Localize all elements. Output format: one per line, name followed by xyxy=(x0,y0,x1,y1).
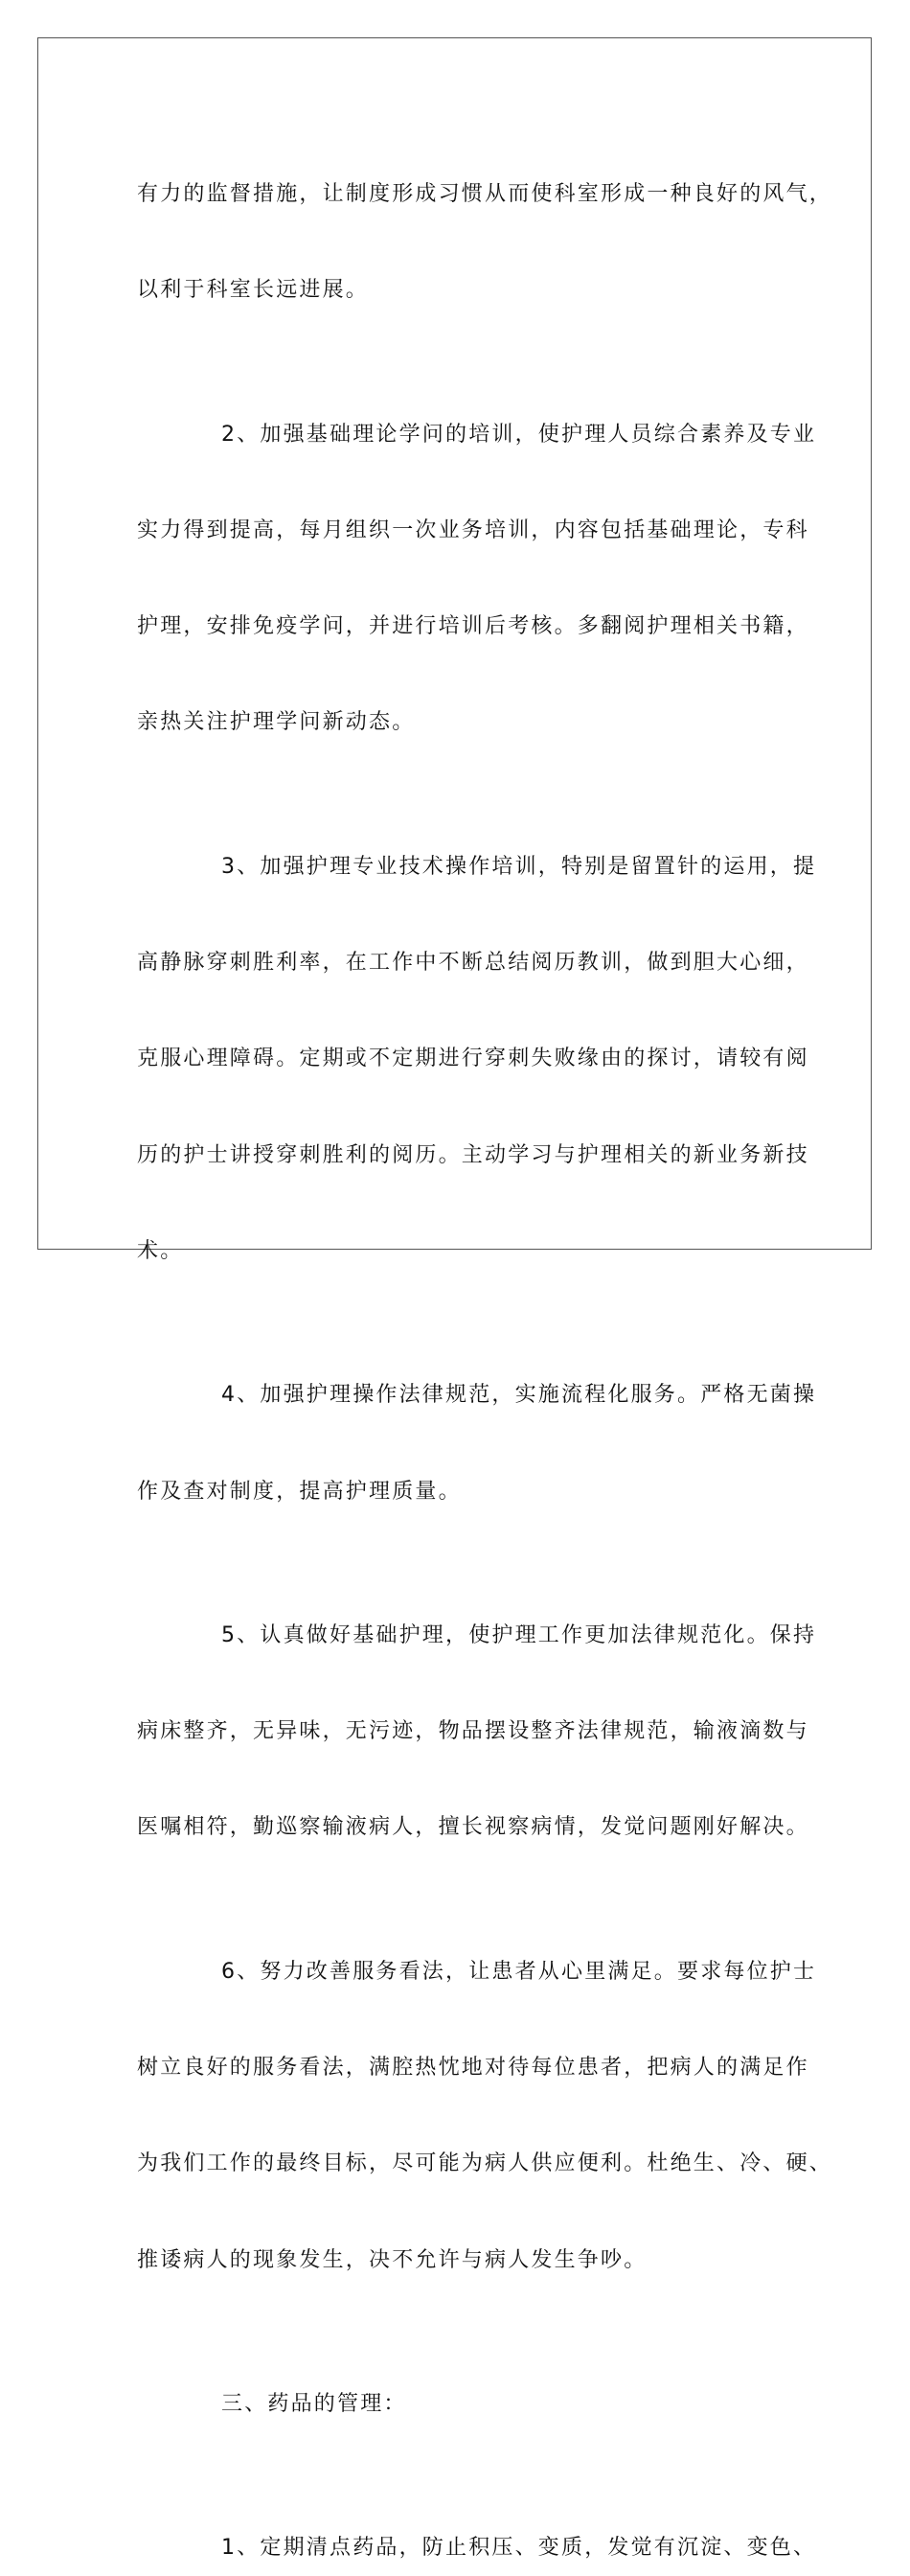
paragraph-item-2-theory-training xyxy=(137,363,817,795)
paragraph-item-6-service-attitude xyxy=(137,1900,833,2333)
text-line: 亲热关注护理学问新动态。 xyxy=(137,710,416,735)
text-line: 克服心理障碍。定期或不定期进行穿刺失败缘由的探讨，请较有阅 xyxy=(137,1046,809,1071)
text-line: 有力的监督措施，让制度形成习惯从而使科室形成一种良好的风气， xyxy=(137,182,833,206)
text-line: 病床整齐，无异味，无污迹，物品摆设整齐法律规范，输液滴数与 xyxy=(137,1719,809,1744)
paragraph-drug-item-1 xyxy=(137,2476,817,2576)
text-line: 三、药品的管理： xyxy=(221,2391,407,2416)
text-line: 实力得到提高，每月组织一次业务培训，内容包括基础理论，专科 xyxy=(137,518,809,542)
text-line: 5、认真做好基础护理，使护理工作更加法律规范化。保持 xyxy=(221,1622,817,1647)
paragraph-supervision-continued xyxy=(137,123,833,363)
text-line: 4、加强护理操作法律规范，实施流程化服务。严格无菌操 xyxy=(221,1383,817,1408)
text-line: 术。 xyxy=(137,1238,184,1263)
text-line: 6、努力改善服务看法，让患者从心里满足。要求每位护士 xyxy=(221,1959,817,1984)
text-line: 以利于科室长远进展。 xyxy=(137,278,370,303)
text-line: 医嘱相符，勤巡察输液病人，擅长视察病情，发觉问题刚好解决。 xyxy=(137,1815,809,1840)
paragraph-item-4-operation-standards xyxy=(137,1323,817,1564)
text-line: 1、定期清点药品，防止积压、变质，发觉有沉淀、变色、 xyxy=(221,2536,817,2561)
text-line: 推诿病人的现象发生，决不允许与病人发生争吵。 xyxy=(137,2247,648,2272)
text-line: 2、加强基础理论学问的培训，使护理人员综合素养及专业 xyxy=(221,422,817,447)
text-line: 作及查对制度，提高护理质量。 xyxy=(137,1479,462,1504)
paragraph-item-3-technique-training xyxy=(137,795,817,1323)
text-line: 3、加强护理专业技术操作培训，特别是留置针的运用，提 xyxy=(221,854,817,879)
section-heading-drug-management xyxy=(137,2333,788,2476)
text-line: 高静脉穿刺胜利率，在工作中不断总结阅历教训，做到胆大心细， xyxy=(137,951,809,976)
text-line: 护理，安排免疫学问，并进行培训后考核。多翻阅护理相关书籍， xyxy=(137,614,809,639)
text-line: 为我们工作的最终目标，尽可能为病人供应便利。杜绝生、冷、硬、 xyxy=(137,2151,833,2176)
document-body xyxy=(137,123,833,2576)
text-line: 历的护士讲授穿刺胜利的阅历。主动学习与护理相关的新业务新技 xyxy=(137,1142,809,1167)
paragraph-item-5-basic-nursing xyxy=(137,1564,817,1900)
text-line: 树立良好的服务看法，满腔热忱地对待每位患者，把病人的满足作 xyxy=(137,2056,809,2081)
